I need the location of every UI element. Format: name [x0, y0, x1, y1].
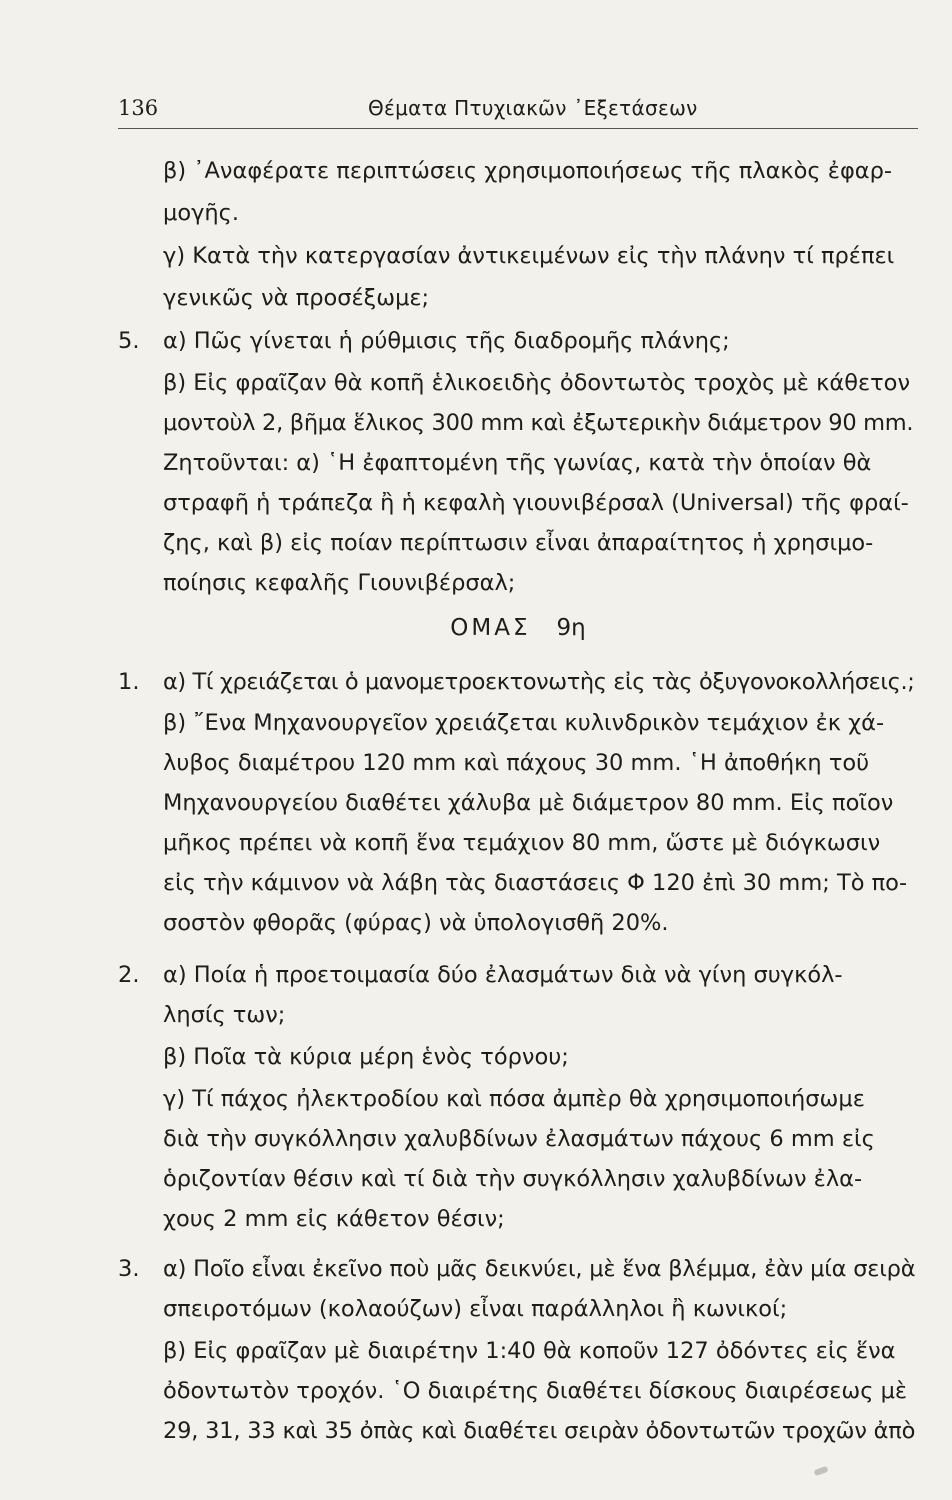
text-line: α) Ποῖο εἶναι ἐκεῖνο ποὺ μᾶς δεικνύει, μὲ ἕνα βλέμμα, ἐὰν μία σειρὰ	[163, 1256, 916, 1282]
text-line: β) ᾿Αναφέρατε περιπτώσεις χρησιμοποιήσεως τῆς πλακὸς ἐφαρ-	[163, 158, 893, 184]
text-line: Ζητοῦνται: α) ῾Η ἐφαπτομένη τῆς γωνίας, κατὰ τὴν ὁποίαν θὰ	[163, 450, 872, 476]
text-line: στραφῆ ἡ τράπεζα ἢ ἡ κεφαλὴ γιουνιβέρσαλ (Universal) τῆς φραί-	[163, 490, 909, 516]
header-rule	[118, 128, 918, 129]
text-line: β) Εἰς φραῖζαν μὲ διαιρέτην 1:40 θὰ κοποῦν 127 ὀδόντες εἰς ἕνα	[163, 1338, 896, 1364]
text-line: Μηχανουργείου διαθέτει χάλυβα μὲ διάμετρον 80 mm. Εἰς ποῖον	[163, 790, 894, 816]
text-line: μοντοὺλ 2, βῆμα ἕλικος 300 mm καὶ ἐξωτερικὴν διάμετρον 90 mm.	[163, 410, 914, 436]
text-line: ὁριζοντίαν θέσιν καὶ τί διὰ τὴν συγκόλλησιν χαλυβδίνων ἐλα-	[163, 1166, 863, 1192]
text-line: α) Πῶς γίνεται ἡ ρύθμισις τῆς διαδρομῆς πλάνης;	[163, 328, 730, 354]
text-line: γ) Τί πάχος ἠλεκτροδίου καὶ πόσα ἀμπὲρ θὰ χρησιμοποιήσωμε	[163, 1086, 865, 1112]
text-line: διὰ τὴν συγκόλλησιν χαλυβδίνων ἐλασμάτων πάχους 6 mm εἰς	[163, 1126, 875, 1152]
question-number: 5.	[118, 328, 140, 354]
text-line: εἰς τὴν κάμινον νὰ λάβη τὰς διαστάσεις Φ 120 ἐπὶ 30 mm; Τὸ πο-	[163, 870, 908, 896]
question-number: 3.	[118, 1256, 140, 1282]
text-line: χους 2 mm εἰς κάθετον θέσιν;	[163, 1206, 505, 1232]
text-line: ὀδοντωτὸν τροχόν. ῾Ο διαιρέτης διαθέτει δίσκους διαιρέσεως μὲ	[163, 1378, 908, 1404]
text-line: λυβος διαμέτρου 120 mm καὶ πάχους 30 mm. ῾Η ἀποθήκη τοῦ	[163, 750, 870, 776]
text-line: μῆκος πρέπει νὰ κοπῆ ἕνα τεμάχιον 80 mm, ὥστε μὲ διόγκωσιν	[163, 830, 881, 856]
question-number: 2.	[118, 962, 140, 988]
text-line: β) ῎Ενα Μηχανουργεῖον χρειάζεται κυλινδρικὸν τεμάχιον ἐκ χά-	[163, 710, 885, 736]
group-ordinal: 9η	[556, 615, 586, 641]
text-line: λησίς των;	[163, 1002, 286, 1028]
text-line: 29, 31, 33 καὶ 35 ὀπὰς καὶ διαθέτει σειρὰν ὀδοντωτῶν τροχῶν ἀπὸ	[163, 1418, 916, 1444]
page-header	[118, 96, 918, 130]
text-line: ποίησις κεφαλῆς Γιουνιβέρσαλ;	[163, 570, 516, 596]
page-number: 136	[118, 96, 159, 120]
text-line: σοστὸν φθορᾶς (φύρας) νὰ ὑπολογισθῆ 20%.	[163, 910, 669, 936]
scan-speck	[813, 1466, 828, 1476]
group-title: ΟΜΑΣ	[450, 615, 531, 641]
text-line: γ) Κατὰ τὴν κατεργασίαν ἀντικειμένων εἰς τὴν πλάνην τί πρέπει	[163, 243, 895, 269]
running-title: Θέματα Πτυχιακῶν ᾿Εξετάσεων	[368, 96, 698, 120]
text-line: μογῆς.	[163, 200, 240, 226]
text-line: α) Τί χρειάζεται ὁ μανομετροεκτονωτὴς εἰς τὰς ὀξυγονοκολλήσεις.;	[163, 669, 915, 695]
text-line: ζης, καὶ β) εἰς ποίαν περίπτωσιν εἶναι ἀπαραίτητος ἡ χρησιμο-	[163, 530, 874, 556]
text-line: β) Εἰς φραῖζαν θὰ κοπῆ ἑλικοειδὴς ὀδοντωτὸς τροχὸς μὲ κάθετον	[163, 370, 911, 396]
text-line: β) Ποῖα τὰ κύρια μέρη ἑνὸς τόρνου;	[163, 1044, 569, 1070]
text-line: γενικῶς νὰ προσέξωμε;	[163, 285, 430, 311]
text-line: α) Ποία ἡ προετοιμασία δύο ἐλασμάτων διὰ νὰ γίνη συγκόλ-	[163, 962, 843, 988]
group-heading	[118, 615, 918, 641]
text-line: σπειροτόμων (κολαούζων) εἶναι παράλληλοι ἢ κωνικοί;	[163, 1296, 788, 1322]
question-number: 1.	[118, 669, 140, 695]
